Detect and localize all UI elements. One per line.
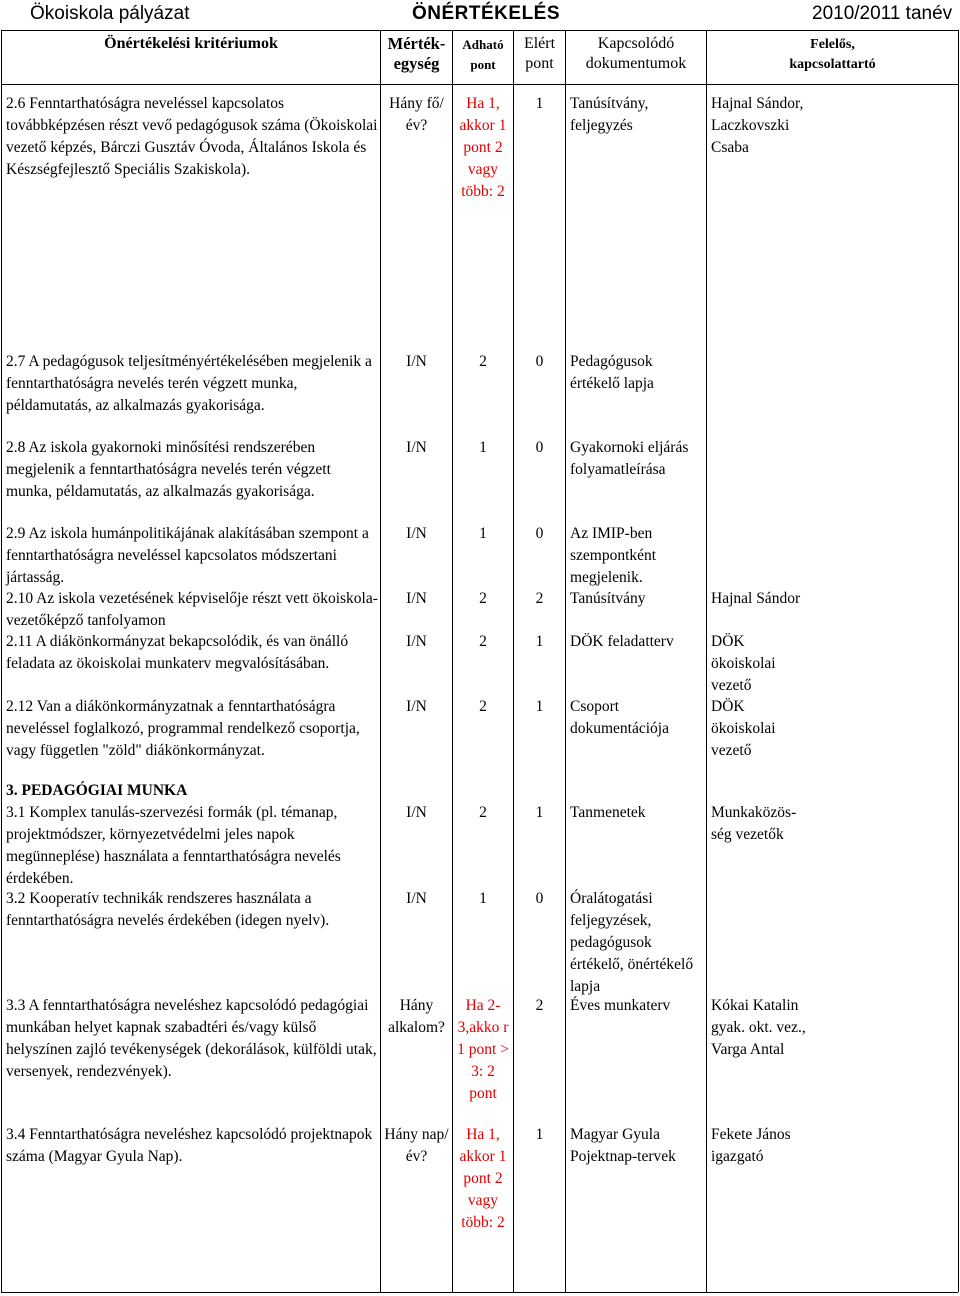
criterion-text: 3.1 Komplex tanulás-szervezési formák (pl. témanap, projektmódszer, környezetvédelmi jeles napok megünneplése) használata a fenntarthatóságra nevelés érdekében. (6, 804, 341, 887)
responsible-cell: Kókai Katalin gyak. okt. vez., Varga Antal (711, 997, 806, 1058)
section-heading: 3. PEDAGÓGIAI MUNKA (6, 782, 188, 799)
unit-cell: I/N (406, 698, 427, 715)
earned-points-cell: 1 (535, 698, 544, 715)
criterion-text: 2.7 A pedagógusok teljesítményértékelésében megjelenik a fenntarthatóságra nevelés terén végzett munka, példamutatás, az alkalmazás gyakorisága. (6, 353, 372, 414)
col-divider (1, 30, 2, 1292)
responsible-cell: Hajnal Sándor, Laczkovszki Csaba (711, 95, 804, 156)
earned-points-cell: 1 (535, 633, 544, 650)
unit-cell: Hány fő/év? (389, 95, 444, 134)
unit-cell: I/N (406, 353, 427, 370)
criterion-text: 2.9 Az iskola humánpolitikájának alakításában szempont a fenntarthatóságra neveléssel kapcsolatos módszertani jártasság. (6, 525, 369, 586)
header-documents: Kapcsolódó dokumentumok (585, 35, 687, 72)
header-unit: Mérték- egység (387, 34, 446, 73)
header-max-points: Adható pont (462, 37, 504, 72)
max-points-cell: Ha 1, akkor 1 pont 2 vagy több: 2 (459, 1126, 507, 1231)
unit-cell: I/N (406, 439, 427, 456)
max-points-cell: 2 (479, 633, 487, 650)
col-divider (452, 30, 453, 1292)
document-cell: Csoport dokumentációja (570, 698, 669, 737)
col-divider (706, 30, 707, 1292)
earned-points-cell: 0 (535, 890, 544, 907)
header-criteria: Önértékelési kritériumok (104, 35, 278, 52)
earned-points-cell: 2 (535, 997, 544, 1014)
max-points-cell: Ha 2-3,akko r 1 pont > 3: 2 pont (457, 997, 509, 1102)
col-divider (513, 30, 514, 1292)
earned-points-cell: 1 (535, 95, 544, 112)
max-points-cell: 1 (479, 525, 487, 542)
col-divider (380, 30, 381, 1292)
responsible-cell: DÖK ökoiskolai vezető (711, 698, 776, 759)
responsible-cell: DÖK ökoiskolai vezető (711, 633, 776, 694)
responsible-cell: Fekete János igazgató (711, 1126, 791, 1165)
document-cell: Az IMIP-ben szempontként megjelenik. (570, 525, 657, 586)
unit-cell: I/N (406, 804, 427, 821)
unit-cell: I/N (406, 525, 427, 542)
max-points-cell: 1 (479, 890, 487, 907)
responsible-cell: Munkaközös-ség vezetők (711, 804, 797, 843)
table-bottom-border (1, 1292, 958, 1293)
unit-cell: I/N (406, 590, 427, 607)
document-cell: Magyar Gyula Pojektnap-tervek (570, 1126, 676, 1165)
criterion-text: 2.8 Az iskola gyakornoki minősítési rendszerében megjelenik a fenntarthatóságra nevelés terén végzett munka, példamutatás, az alkalmazás gyakorisága. (6, 439, 331, 500)
max-points-cell: 2 (479, 590, 487, 607)
document-cell: Tanúsítvány, feljegyzés (570, 95, 649, 134)
earned-points-cell: 1 (535, 1126, 544, 1143)
criterion-text: 3.2 Kooperatív technikák rendszeres használata a fenntarthatóságra nevelés érdekében (idegen nyelv). (6, 890, 330, 929)
document-cell: Gyakornoki eljárás folyamatleírása (570, 439, 689, 478)
max-points-cell: 2 (479, 353, 487, 370)
unit-cell: I/N (406, 633, 427, 650)
document-cell: Éves munkaterv (570, 997, 671, 1014)
title-left: Ökoiskola pályázat (30, 3, 190, 24)
unit-cell: Hány alkalom? (388, 997, 445, 1036)
document-cell: DÖK feladatterv (570, 633, 674, 650)
max-points-cell: Ha 1, akkor 1 pont 2 vagy több: 2 (459, 95, 507, 200)
document-cell: Pedagógusok értékelő lapja (570, 353, 654, 392)
document-cell: Tanúsítvány (570, 590, 646, 607)
criterion-text: 2.12 Van a diákönkormányzatnak a fenntarthatóságra neveléssel foglalkozó, programmal rendelkező csoportja, vagy független "zöld" diákönkormányzat. (6, 698, 360, 759)
col-divider (958, 30, 959, 1292)
criterion-text: 2.6 Fenntarthatóságra neveléssel kapcsolatos továbbképzésen részt vevő pedagógusok száma (Ökoiskolai vezető képzés, Bárczi Gusztáv Óvoda, Általános Iskola és Készségfejlesztő Speciális Szakiskola). (6, 95, 378, 178)
earned-points-cell: 0 (535, 439, 544, 456)
table-top-border (1, 30, 958, 31)
earned-points-cell: 0 (535, 353, 544, 370)
max-points-cell: 2 (479, 698, 487, 715)
title-right: 2010/2011 tanév (812, 3, 953, 24)
criterion-text: 2.11 A diákönkormányzat bekapcsolódik, és van önálló feladata az ökoiskolai munkaterv megvalósításában. (6, 633, 349, 672)
max-points-cell: 1 (479, 439, 487, 456)
col-divider (565, 30, 566, 1292)
title-center: ÖNÉRTÉKELÉS (412, 3, 561, 24)
earned-points-cell: 2 (535, 590, 544, 607)
criterion-text: 3.4 Fenntarthatóságra neveléshez kapcsolódó projektnapok száma (Magyar Gyula Nap). (6, 1126, 373, 1165)
header-bottom-border (1, 84, 958, 85)
unit-cell: Hány nap/év? (384, 1126, 449, 1165)
criterion-text: 2.10 Az iskola vezetésének képviselője részt vett ökoiskola-vezetőképző tanfolyamon (6, 590, 378, 629)
earned-points-cell: 0 (535, 525, 544, 542)
document-cell: Tanmenetek (570, 804, 646, 821)
header-responsible: Felelős, kapcsolattartó (789, 37, 876, 72)
header-earned-points: Elért pont (523, 35, 556, 72)
earned-points-cell: 1 (535, 804, 544, 821)
max-points-cell: 2 (479, 804, 487, 821)
document-cell: Óralátogatási feljegyzések, pedagógusok értékelő, önértékelő lapja (570, 890, 694, 995)
unit-cell: I/N (406, 890, 427, 907)
responsible-cell: Hajnal Sándor (711, 590, 801, 607)
criterion-text: 3.3 A fenntarthatóságra neveléshez kapcsolódó pedagógiai munkában helyet kapnak szabadtéri és/vagy külső helyszínen zajló tevékenységek (dekorálások, külföldi utak, versenyek, rendezvények). (6, 997, 377, 1080)
